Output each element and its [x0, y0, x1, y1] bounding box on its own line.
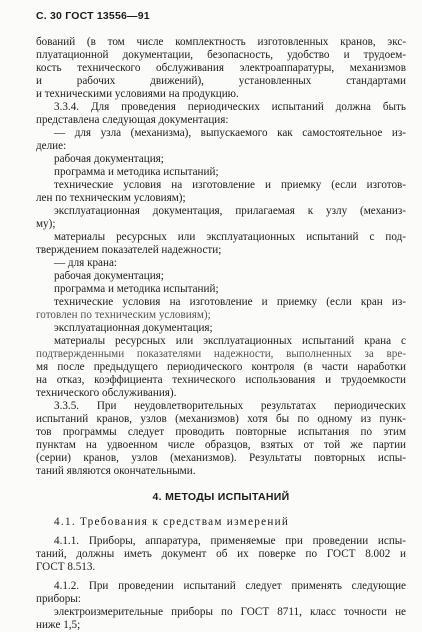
text-line: 4.1.1. Приборы, аппаратура, применяемые при проведении испы-	[54, 535, 406, 547]
text-line: му);	[36, 218, 56, 230]
text-line: тверждением показателей надежности;	[36, 244, 222, 256]
text-line: тов программы следует проводить повторные испытания по этим	[36, 426, 406, 438]
paragraph-3-3-4	[36, 101, 406, 400]
text-line: 3.3.5. При неудовлетворительных результатах периодических	[54, 400, 406, 412]
text-line: ниже 1,5;	[36, 619, 81, 631]
text-line: технические условия на изготовление и приемку (если изготов-	[54, 179, 406, 191]
text-line: приборы:	[36, 593, 81, 605]
text-line: 4.1.2. При проведении испытаний следует применять следующие	[54, 580, 406, 592]
text-line: пунктам на удвоенном числе образцов, взятых от той же партии	[36, 439, 406, 451]
text-line: рабочая документация;	[54, 153, 164, 165]
text-line: ГОСТ 8.513.	[36, 561, 96, 573]
text-line: и рабочих движений), установленных стандартами	[36, 75, 406, 87]
text-line: мя после предыдущего периодического контроля (в части наработки	[36, 361, 406, 373]
text-line: плуатационной документации, безопасность, удобство и трудоем-	[36, 49, 406, 61]
text-line: делие:	[36, 140, 67, 152]
text-line: представлена следующая документация:	[36, 114, 229, 126]
text-line: подтвержденными показателями надежности, выполненных за вре-	[36, 348, 406, 360]
text-line: технические условия на изготовление и приемку (если кран из-	[54, 296, 406, 308]
text-line: испытаний кранов, узлов (механизмов) хотя бы по одному из пунк-	[36, 413, 406, 425]
text-line: материалы ресурсных или эксплуатационных испытаний с под-	[54, 231, 406, 243]
paragraph-3-3-5	[36, 400, 406, 478]
text-line: на отказ, коэффициента технического использования и трудоемкости	[36, 374, 406, 386]
text-line: программа и методика испытаний;	[54, 283, 219, 295]
text-line: — для крана:	[54, 257, 117, 269]
text-line: материалы ресурсных или эксплуатационных испытаний крана с	[54, 335, 406, 347]
text-line: эксплуатационная документация;	[54, 322, 213, 334]
subsection-title: 4.1. Требования к средствам измерений	[54, 516, 290, 528]
text-line: таний, должны иметь документ об их поверке по ГОСТ 8.002 и	[36, 548, 406, 560]
document-body	[36, 36, 406, 632]
text-line: бований (в том числе комплектность изготовленных кранов, экс-	[36, 36, 406, 48]
text-line: готовлен по техническим условиям);	[36, 309, 211, 321]
section-heading: 4. МЕТОДЫ ИСПЫТАНИЙ	[152, 491, 290, 503]
text-line: рабочая документация;	[54, 270, 164, 282]
paragraph-4-1-2	[36, 580, 406, 632]
text-line: — для узла (механизма), выпускаемого как самостоятельное из-	[54, 127, 406, 139]
text-line: лен по техническим условиям);	[36, 192, 186, 204]
text-line: технического обслуживания).	[36, 387, 177, 399]
page-header: С. 30 ГОСТ 13556—91	[36, 10, 150, 22]
text-line: программа и методика испытаний;	[54, 166, 219, 178]
text-line: и техническими условиями на продукцию.	[36, 88, 239, 100]
text-line: электроизмерительные приборы по ГОСТ 8711, класс точности не	[54, 606, 406, 618]
paragraph-requirements-end	[36, 36, 406, 101]
text-line: (серии) кранов, узлов (механизмов). Результаты повторных испы-	[36, 452, 406, 464]
paragraph-4-1-1	[36, 535, 406, 574]
text-line: эксплуатационная документация, прилагаемая к узлу (механиз-	[54, 205, 406, 217]
text-line: таний являются окончательными.	[36, 465, 196, 477]
text-line: 3.3.4. Для проведения периодических испытаний должна быть	[54, 101, 406, 113]
text-line: кость технического обслуживания электроаппаратуры, механизмов	[36, 62, 406, 74]
